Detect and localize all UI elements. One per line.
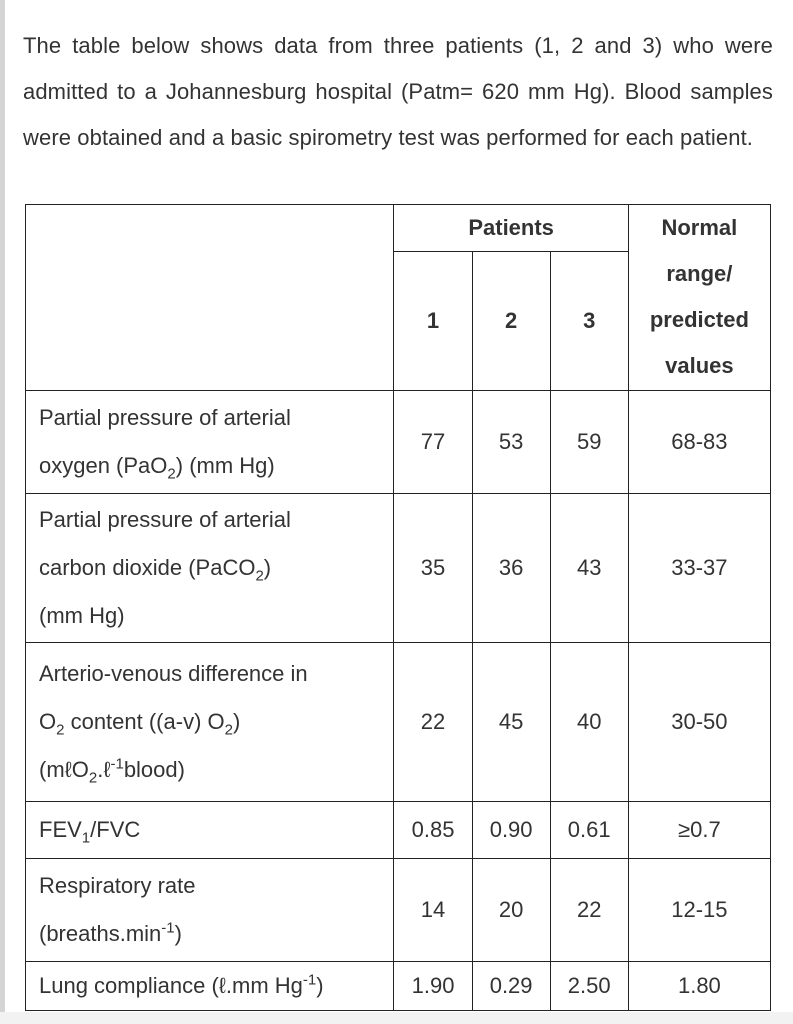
header-normal-line: values	[665, 353, 734, 378]
header-patient-2: 2	[472, 252, 550, 391]
table-row	[26, 859, 771, 962]
label-part: )	[263, 555, 272, 580]
cell-value: 22	[394, 643, 472, 802]
label-part: carbon dioxide (PaCO	[39, 555, 256, 580]
label-subscript: 2	[88, 769, 98, 787]
row-label-paco2	[26, 494, 394, 643]
table-header-row	[26, 205, 771, 252]
cell-value: 35	[394, 494, 472, 643]
cell-value: 1.90	[394, 962, 472, 1011]
cell-value: 59	[550, 391, 628, 494]
table-row	[26, 962, 771, 1011]
cell-value: 20	[472, 859, 550, 962]
table-row	[26, 494, 771, 643]
row-label-fev1-fvc	[26, 802, 394, 859]
label-part: O	[39, 709, 57, 734]
cell-normal: 1.80	[628, 962, 770, 1011]
table-row	[26, 802, 771, 859]
label-part: oxygen (PaO	[39, 453, 168, 478]
label-subscript: 2	[255, 567, 264, 585]
header-normal-line: Normal	[661, 215, 738, 240]
left-margin-rule	[0, 0, 5, 1024]
patient-data-table	[25, 204, 771, 1011]
header-patient-1: 1	[394, 252, 472, 391]
cell-normal: 33-37	[628, 494, 770, 643]
label-part: )	[232, 709, 241, 734]
label-subscript: 2	[56, 721, 65, 739]
label-part: (mℓO	[39, 757, 89, 782]
label-part: (breaths.min	[39, 921, 162, 946]
label-line: Arterio-venous difference in	[39, 661, 308, 686]
label-subscript: 2	[167, 465, 176, 483]
cell-value: 0.29	[472, 962, 550, 1011]
cell-value: 14	[394, 859, 472, 962]
header-patient-3: 3	[550, 252, 628, 391]
cell-value: 0.90	[472, 802, 550, 859]
label-part: content ((a-v) O	[64, 709, 225, 734]
label-part: Lung compliance (ℓ.mm Hg	[39, 973, 303, 998]
table-row	[26, 643, 771, 802]
cell-normal: 68-83	[628, 391, 770, 494]
label-line: (mm Hg)	[39, 603, 125, 628]
label-part: ) (mm Hg)	[175, 453, 275, 478]
cell-value: 53	[472, 391, 550, 494]
row-label-respiratory-rate	[26, 859, 394, 962]
label-line: Respiratory rate	[39, 873, 196, 898]
header-normal-range	[628, 205, 770, 391]
bottom-band	[0, 1012, 793, 1024]
label-part: )	[174, 921, 182, 946]
label-line: Partial pressure of arterial	[39, 507, 291, 532]
label-part: /FVC	[90, 817, 141, 842]
label-subscript: 1	[81, 829, 91, 847]
label-part: blood)	[123, 757, 185, 782]
cell-value: 43	[550, 494, 628, 643]
label-superscript: -1	[161, 919, 175, 937]
intro-paragraph: The table below shows data from three patients (1, 2 and 3) who were admitted to a Johannesburg hospital (Patm= 620 mm Hg). Blood samples were obtained and a basic spirometry test was performed for each patient.	[23, 33, 773, 150]
cell-value: 0.85	[394, 802, 472, 859]
cell-value: 22	[550, 859, 628, 962]
cell-value: 40	[550, 643, 628, 802]
label-part: .ℓ	[97, 757, 111, 782]
cell-normal: ≥0.7	[628, 802, 770, 859]
label-subscript: 2	[224, 721, 233, 739]
cell-value: 0.61	[550, 802, 628, 859]
row-label-pao2	[26, 391, 394, 494]
label-superscript: -1	[110, 755, 124, 773]
row-label-lung-compliance	[26, 962, 394, 1011]
cell-normal: 12-15	[628, 859, 770, 962]
cell-value: 36	[472, 494, 550, 643]
label-part: )	[316, 973, 324, 998]
row-label-av-o2	[26, 643, 394, 802]
cell-value: 2.50	[550, 962, 628, 1011]
header-empty-cell	[26, 205, 394, 391]
header-normal-line: predicted	[649, 307, 749, 332]
cell-value: 45	[472, 643, 550, 802]
header-normal-line: range/	[666, 261, 733, 286]
label-superscript: -1	[302, 971, 317, 989]
cell-normal: 30-50	[628, 643, 770, 802]
label-part: FEV	[39, 817, 82, 842]
label-line: Partial pressure of arterial	[39, 405, 291, 430]
table-row	[26, 391, 771, 494]
header-patients: Patients	[394, 205, 628, 252]
cell-value: 77	[394, 391, 472, 494]
